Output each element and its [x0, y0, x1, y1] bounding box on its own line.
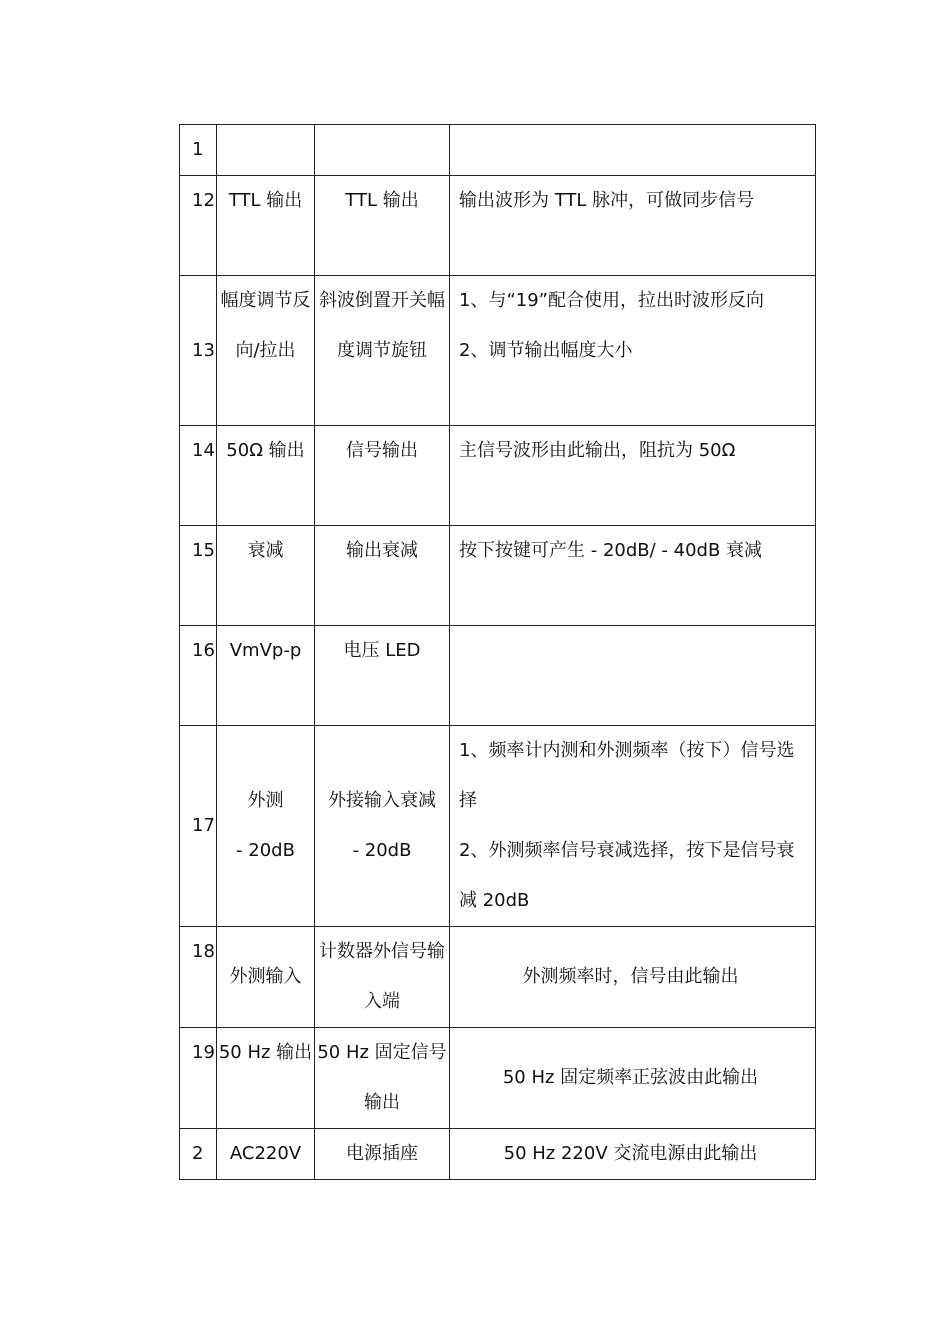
component-name: 50Ω 输出	[217, 426, 315, 526]
row-number: 1	[180, 125, 217, 176]
component-description: 按下按键可产生 - 20dB/ - 40dB 衰减	[450, 526, 816, 626]
row-number: 14	[180, 426, 217, 526]
row-number: 18	[180, 927, 217, 1028]
row-number: 17	[180, 726, 217, 927]
component-description	[450, 626, 816, 726]
component-function	[315, 726, 450, 927]
table-row	[180, 927, 816, 1028]
component-name: 幅度调节反向/拉出	[217, 276, 315, 426]
component-function: 斜波倒置开关幅度调节旋钮	[315, 276, 450, 426]
component-function: TTL 输出	[315, 176, 450, 276]
row-number: 15	[180, 526, 217, 626]
component-description: 50 Hz 固定频率正弦波由此输出	[450, 1028, 816, 1129]
row-number: 2	[180, 1129, 217, 1180]
component-name: 50 Hz 输出	[217, 1028, 315, 1129]
row-number: 13	[180, 276, 217, 426]
component-description: 外测频率时，信号由此输出	[450, 927, 816, 1028]
component-function: 计数器外信号输入端	[315, 927, 450, 1028]
component-function: 输出衰减	[315, 526, 450, 626]
component-name: TTL 输出	[217, 176, 315, 276]
row-number: 12	[180, 176, 217, 276]
table-row	[180, 125, 816, 176]
description-line: 1、频率计内测和外测频率（按下）信号选择	[459, 740, 795, 811]
description-line: 1、与“19”配合使用，拉出时波形反向	[459, 290, 765, 311]
name-line: - 20dB	[236, 840, 295, 861]
name-line: 外测	[247, 790, 284, 811]
component-function: 信号输出	[315, 426, 450, 526]
component-name: 外测输入	[217, 927, 315, 1028]
component-function: 电压 LED	[315, 626, 450, 726]
spec-table	[179, 124, 816, 1180]
component-function: 50 Hz 固定信号输出	[315, 1028, 450, 1129]
table-row	[180, 626, 816, 726]
component-description: 主信号波形由此输出，阻抗为 50Ω	[450, 426, 816, 526]
component-name	[217, 726, 315, 927]
table-row	[180, 1028, 816, 1129]
component-description	[450, 726, 816, 927]
component-name: 衰减	[217, 526, 315, 626]
component-function: 电源插座	[315, 1129, 450, 1180]
row-number: 19	[180, 1028, 217, 1129]
function-line: - 20dB	[352, 840, 412, 861]
description-line: 2、外测频率信号衰减选择，按下是信号衰减 20dB	[459, 840, 795, 911]
component-description	[450, 276, 816, 426]
table-row	[180, 526, 816, 626]
table-row	[180, 726, 816, 927]
table-row	[180, 426, 816, 526]
component-description	[450, 125, 816, 176]
function-line: 外接输入衰减	[328, 790, 436, 811]
table-row	[180, 176, 816, 276]
component-function	[315, 125, 450, 176]
row-number: 16	[180, 626, 217, 726]
component-description: 输出波形为 TTL 脉冲，可做同步信号	[450, 176, 816, 276]
component-name	[217, 125, 315, 176]
table-row	[180, 1129, 816, 1180]
component-name: VmVp-p	[217, 626, 315, 726]
component-name: AC220V	[217, 1129, 315, 1180]
description-line: 2、调节输出幅度大小	[459, 340, 633, 361]
table-row	[180, 276, 816, 426]
component-description: 50 Hz 220V 交流电源由此输出	[450, 1129, 816, 1180]
